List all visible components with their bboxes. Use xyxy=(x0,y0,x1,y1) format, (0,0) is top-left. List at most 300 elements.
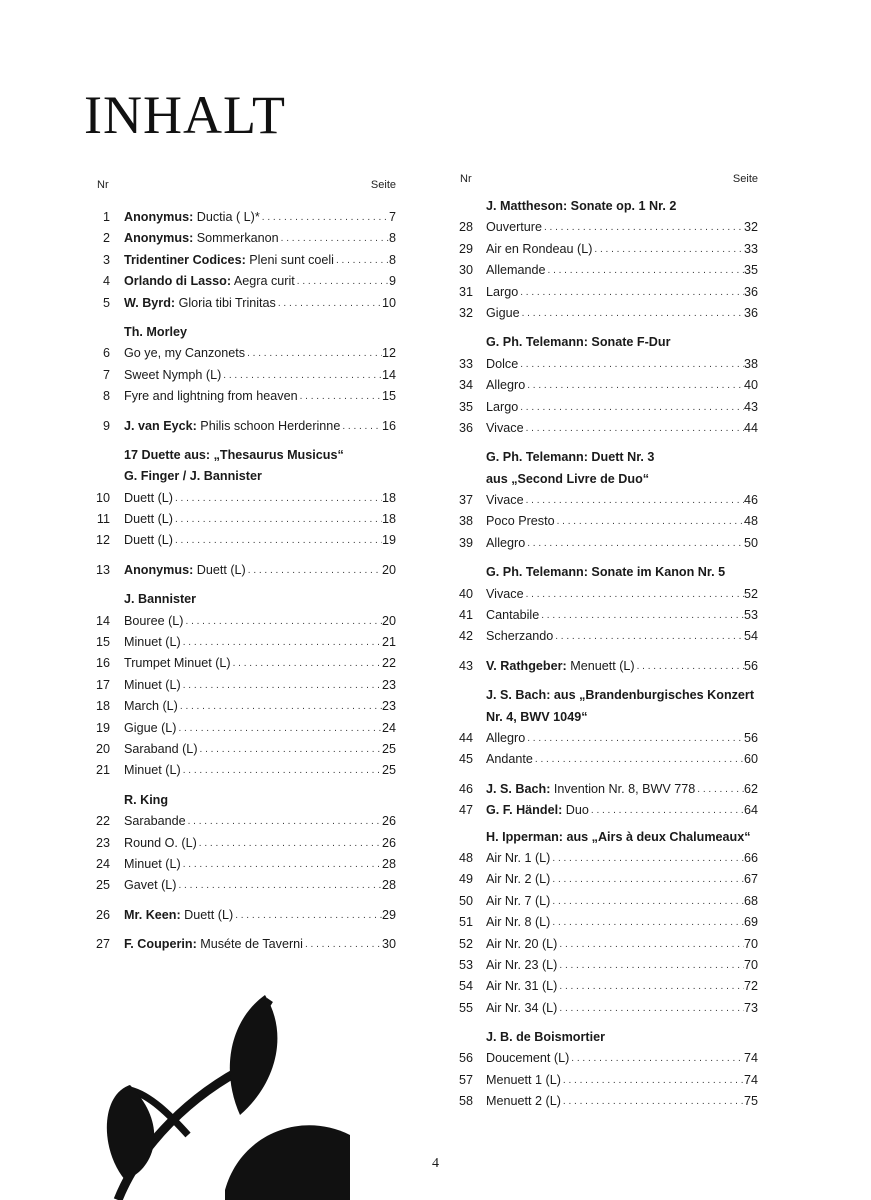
entry-title: Gloria tibi Trinitas xyxy=(175,295,276,310)
toc-entry xyxy=(90,343,396,364)
entry-title: Andante xyxy=(486,752,533,767)
entry-title: Doucement (L) xyxy=(486,1051,570,1066)
dot-leader xyxy=(177,718,382,739)
toc-entry xyxy=(455,656,758,677)
toc-entry xyxy=(90,905,396,926)
entry-number: 12 xyxy=(95,533,110,548)
dot-leader xyxy=(546,260,744,281)
entry-composer: J. van Eyck: xyxy=(124,418,197,433)
dot-leader xyxy=(181,675,382,696)
entry-page: 15 xyxy=(381,389,396,404)
dot-leader xyxy=(561,1070,744,1091)
toc-column-left xyxy=(90,175,396,956)
entry-page: 20 xyxy=(381,562,396,577)
nr-header: Nr xyxy=(97,179,109,191)
entry-page: 52 xyxy=(743,586,758,601)
toc-entry xyxy=(455,397,758,418)
entry-page: 26 xyxy=(381,835,396,850)
toc-entry xyxy=(455,779,758,800)
entry-title: Air Nr. 34 (L) xyxy=(486,1000,558,1015)
entry-title: Sweet Nymph (L) xyxy=(124,367,222,382)
toc-entry xyxy=(455,869,758,890)
toc-entry xyxy=(455,848,758,869)
toc-entry xyxy=(455,418,758,439)
entry-title: Philis schoon Herderinne xyxy=(196,418,341,433)
dot-leader xyxy=(340,416,382,437)
dot-leader xyxy=(173,509,382,530)
entry-page: 46 xyxy=(743,493,758,508)
toc-entry xyxy=(90,875,396,896)
entry-page: 70 xyxy=(743,957,758,972)
entry-number: 13 xyxy=(95,562,110,577)
entry-number: 17 xyxy=(95,677,110,692)
toc-entry xyxy=(455,533,758,554)
entry-number: 52 xyxy=(458,936,473,951)
entry-title: Vivace xyxy=(486,493,524,508)
toc-entry xyxy=(90,611,396,632)
toc-entry xyxy=(90,509,396,530)
toc-entry xyxy=(90,934,396,955)
entry-number: 57 xyxy=(458,1072,473,1087)
entry-number: 24 xyxy=(95,856,110,871)
entry-page: 56 xyxy=(743,658,758,673)
entry-page: 64 xyxy=(743,803,758,818)
dot-leader xyxy=(635,656,744,677)
entry-title: Pleni sunt coeli xyxy=(245,252,334,267)
dot-leader xyxy=(557,976,744,997)
entry-number: 36 xyxy=(458,420,473,435)
entry-page: 21 xyxy=(381,635,396,650)
entry-title: Ductia ( L)* xyxy=(193,210,260,224)
toc-entry xyxy=(90,675,396,696)
entry-number: 14 xyxy=(95,613,110,628)
entry-page: 60 xyxy=(743,752,758,767)
entry-title: Gigue xyxy=(486,305,520,320)
entry-title: Sommerkanon xyxy=(193,231,279,246)
entry-number: 25 xyxy=(95,878,110,893)
section-heading: G. Ph. Telemann: Sonate im Kanon Nr. 5 xyxy=(486,565,726,580)
toc-entry xyxy=(455,891,758,912)
page-title: INHALT xyxy=(84,85,286,145)
entry-composer: J. S. Bach: xyxy=(486,781,551,796)
toc-entry xyxy=(455,1070,758,1091)
column-header xyxy=(90,175,396,199)
entry-number: 37 xyxy=(458,493,473,508)
entry-page: 12 xyxy=(381,346,396,361)
dot-leader xyxy=(695,779,744,800)
entry-number: 20 xyxy=(95,741,110,756)
section-heading: J. Bannister xyxy=(124,592,197,607)
dot-leader xyxy=(181,632,382,653)
entry-number: 47 xyxy=(458,803,473,818)
toc-entry xyxy=(455,998,758,1019)
dot-leader xyxy=(520,303,744,324)
seite-header: Seite xyxy=(370,179,396,191)
entry-number: 44 xyxy=(458,730,473,745)
dot-leader xyxy=(303,934,382,955)
dot-leader xyxy=(589,800,744,821)
entry-number: 30 xyxy=(458,263,473,278)
entry-number: 51 xyxy=(458,915,473,930)
section-heading: R. King xyxy=(124,792,169,807)
entry-title: Air Nr. 23 (L) xyxy=(486,957,558,972)
entry-title: Largo xyxy=(486,284,519,299)
toc-entry xyxy=(90,386,396,407)
section-heading: J. S. Bach: aus „Brandenburgisches Konzert xyxy=(486,688,755,703)
entry-number: 45 xyxy=(458,752,473,767)
toc-entry xyxy=(90,739,396,760)
toc-entry xyxy=(455,976,758,997)
dot-leader xyxy=(539,605,744,626)
entry-number: 56 xyxy=(458,1051,473,1066)
entry-title: Minuet (L) xyxy=(124,635,181,650)
entry-number: 22 xyxy=(95,814,110,829)
entry-number: 15 xyxy=(95,635,110,650)
dot-leader xyxy=(197,833,382,854)
dot-leader xyxy=(550,848,744,869)
entry-title: Go ye, my Canzonets xyxy=(124,346,246,361)
dot-leader xyxy=(173,530,382,551)
entry-page: 33 xyxy=(743,241,758,256)
entry-page: 56 xyxy=(743,730,758,745)
entry-page: 23 xyxy=(381,677,396,692)
entry-title: Round O. (L) xyxy=(124,835,197,850)
entry-title: Cantabile xyxy=(486,608,540,623)
entry-composer: V. Rathgeber: xyxy=(486,658,567,673)
entry-number: 38 xyxy=(458,514,473,529)
toc-entry xyxy=(455,375,758,396)
section-heading: G. Finger / J. Bannister xyxy=(124,469,262,484)
entry-page: 18 xyxy=(381,490,396,505)
entry-page: 40 xyxy=(743,378,758,393)
entry-title: Duett (L) xyxy=(124,490,173,505)
entry-number: 19 xyxy=(95,720,110,735)
section-heading: J. B. de Boismortier xyxy=(486,1030,605,1045)
entry-page: 9 xyxy=(388,274,396,289)
entry-title: Duo xyxy=(562,803,589,818)
entry-title: Menuett 1 (L) xyxy=(486,1072,561,1087)
dot-leader xyxy=(555,511,744,532)
dot-leader xyxy=(276,293,382,314)
toc-entry xyxy=(455,912,758,933)
entry-number: 55 xyxy=(458,1000,473,1015)
section-heading: G. Ph. Telemann: Sonate F-Dur xyxy=(486,335,671,350)
dot-leader xyxy=(525,375,744,396)
entry-title: Trumpet Minuet (L) xyxy=(124,656,231,671)
entry-number: 7 xyxy=(102,367,110,382)
entry-title: Minuet (L) xyxy=(124,856,181,871)
dot-leader xyxy=(550,869,744,890)
entry-title: Duett (L) xyxy=(124,533,173,548)
dot-leader xyxy=(518,397,744,418)
dot-leader xyxy=(298,386,382,407)
toc-entry xyxy=(455,1091,758,1112)
entry-title: Ouverture xyxy=(486,220,542,235)
entry-number: 4 xyxy=(102,274,110,289)
entry-page: 48 xyxy=(743,514,758,529)
entry-title: Air Nr. 7 (L) xyxy=(486,893,551,908)
dot-leader xyxy=(178,696,382,717)
entry-number: 21 xyxy=(95,763,110,778)
entry-page: 72 xyxy=(743,979,758,994)
dot-leader xyxy=(279,228,389,249)
dot-leader xyxy=(525,533,744,554)
dot-leader xyxy=(245,343,382,364)
dot-leader xyxy=(518,354,744,375)
dot-leader xyxy=(524,490,744,511)
entry-title: Allegro xyxy=(486,378,526,393)
toc-entry xyxy=(90,718,396,739)
toc-entry xyxy=(90,416,396,437)
entry-number: 50 xyxy=(458,893,473,908)
entry-page: 68 xyxy=(743,893,758,908)
toc-entry xyxy=(455,217,758,238)
toc-entry xyxy=(90,833,396,854)
entry-number: 54 xyxy=(458,979,473,994)
dot-leader xyxy=(557,934,744,955)
toc-entry xyxy=(90,488,396,509)
dot-leader xyxy=(181,854,382,875)
entry-title: Vivace xyxy=(486,420,524,435)
toc-entry xyxy=(90,811,396,832)
entry-number: 29 xyxy=(458,241,473,256)
entry-title: Minuet (L) xyxy=(124,677,181,692)
entry-composer: Tridentiner Codices: xyxy=(124,252,246,267)
entry-title: Allemande xyxy=(486,263,546,278)
toc-entry xyxy=(455,239,758,260)
entry-title: Aegra curit xyxy=(231,274,295,289)
dot-leader xyxy=(550,891,744,912)
dot-leader xyxy=(592,239,744,260)
dot-leader xyxy=(550,912,744,933)
toc-entry xyxy=(455,584,758,605)
dot-leader xyxy=(260,207,389,228)
entry-page: 69 xyxy=(743,915,758,930)
entry-title: Muséte de Taverni xyxy=(196,937,303,952)
entry-number: 5 xyxy=(102,295,110,310)
dot-leader xyxy=(334,250,389,271)
entry-page: 35 xyxy=(743,263,758,278)
toc-entry xyxy=(455,511,758,532)
entry-page: 19 xyxy=(381,533,396,548)
entry-page: 10 xyxy=(381,295,396,310)
entry-number: 48 xyxy=(458,850,473,865)
entry-number: 42 xyxy=(458,629,473,644)
entry-title: Invention Nr. 8, BWV 778 xyxy=(550,781,696,796)
entry-page: 29 xyxy=(381,907,396,922)
entry-title: Air Nr. 31 (L) xyxy=(486,979,558,994)
entry-page: 32 xyxy=(743,220,758,235)
seite-header: Seite xyxy=(732,173,758,185)
toc-entry xyxy=(90,696,396,717)
entry-page: 74 xyxy=(743,1051,758,1066)
entry-number: 33 xyxy=(458,356,473,371)
entry-title: Sarabande xyxy=(124,814,186,829)
entry-page: 30 xyxy=(381,937,396,952)
dot-leader xyxy=(181,760,382,781)
entry-number: 23 xyxy=(95,835,110,850)
entry-page: 28 xyxy=(381,878,396,893)
toc-entry xyxy=(90,271,396,292)
toc-entry xyxy=(90,293,396,314)
entry-composer: W. Byrd: xyxy=(124,295,176,310)
entry-page: 44 xyxy=(743,420,758,435)
toc-entry xyxy=(90,760,396,781)
toc-entry xyxy=(90,530,396,551)
dot-leader xyxy=(198,739,382,760)
entry-title: Allegro xyxy=(486,535,526,550)
entry-composer: Anonymus: xyxy=(124,562,194,577)
entry-number: 53 xyxy=(458,957,473,972)
page-number: 4 xyxy=(432,1156,439,1171)
entry-page: 25 xyxy=(381,741,396,756)
entry-title: Menuett 2 (L) xyxy=(486,1094,561,1109)
entry-title: March (L) xyxy=(124,699,178,714)
section-heading: G. Ph. Telemann: Duett Nr. 3 xyxy=(486,450,655,465)
entry-page: 36 xyxy=(743,305,758,320)
entry-number: 43 xyxy=(458,658,473,673)
entry-number: 31 xyxy=(458,284,473,299)
dot-leader xyxy=(231,653,382,674)
entry-number: 35 xyxy=(458,399,473,414)
entry-title: Allegro xyxy=(486,730,526,745)
entry-composer: F. Couperin: xyxy=(124,937,197,952)
entry-page: 75 xyxy=(743,1094,758,1109)
dot-leader xyxy=(561,1091,744,1112)
dot-leader xyxy=(221,365,382,386)
entry-number: 58 xyxy=(458,1094,473,1109)
entry-page: 74 xyxy=(743,1072,758,1087)
dot-leader xyxy=(177,875,382,896)
dot-leader xyxy=(525,728,744,749)
toc-column-right xyxy=(455,172,758,1113)
entry-page: 22 xyxy=(381,656,396,671)
entry-title: Air Nr. 8 (L) xyxy=(486,915,551,930)
section-heading: Th. Morley xyxy=(124,324,187,339)
dot-leader xyxy=(557,955,744,976)
dot-leader xyxy=(246,560,382,581)
entry-number: 6 xyxy=(102,346,110,361)
dot-leader xyxy=(184,611,382,632)
toc-entry xyxy=(90,632,396,653)
toc-entry xyxy=(455,605,758,626)
dot-leader xyxy=(233,905,382,926)
entry-title: Dolce xyxy=(486,356,519,371)
entry-title: Air en Rondeau (L) xyxy=(486,241,593,256)
toc-entry xyxy=(455,1048,758,1069)
entry-page: 43 xyxy=(743,399,758,414)
entry-number: 3 xyxy=(102,252,110,267)
toc-entry xyxy=(455,354,758,375)
dot-leader xyxy=(186,811,382,832)
entry-page: 8 xyxy=(388,231,396,246)
nr-header: Nr xyxy=(460,173,472,185)
entry-page: 54 xyxy=(743,629,758,644)
entry-title: Duett (L) xyxy=(193,562,246,577)
dot-leader xyxy=(173,488,382,509)
toc-entry xyxy=(455,728,758,749)
entry-number: 16 xyxy=(95,656,110,671)
entry-title: Menuett (L) xyxy=(566,658,635,673)
entry-page: 20 xyxy=(381,613,396,628)
entry-title: Air Nr. 20 (L) xyxy=(486,936,558,951)
dot-leader xyxy=(524,584,744,605)
entry-title: Air Nr. 2 (L) xyxy=(486,872,551,887)
entry-page: 66 xyxy=(743,850,758,865)
entry-title: Duett (L) xyxy=(124,512,173,527)
dot-leader xyxy=(553,626,744,647)
entry-title: Minuet (L) xyxy=(124,763,181,778)
entry-title: Largo xyxy=(486,399,519,414)
entry-page: 28 xyxy=(381,856,396,871)
entry-composer: Mr. Keen: xyxy=(124,907,181,922)
toc-entry xyxy=(455,800,758,821)
entry-title: Duett (L) xyxy=(180,907,234,922)
dot-leader xyxy=(557,998,744,1019)
entry-composer: Anonymus: xyxy=(124,231,194,246)
toc-entry xyxy=(455,934,758,955)
entry-page: 67 xyxy=(743,872,758,887)
entry-page: 73 xyxy=(743,1000,758,1015)
entry-page: 26 xyxy=(381,814,396,829)
toc-entry xyxy=(455,626,758,647)
entry-title: Gavet (L) xyxy=(124,878,177,893)
section-heading: Nr. 4, BWV 1049“ xyxy=(486,709,588,724)
section-heading: 17 Duette aus: „Thesaurus Musicus“ xyxy=(124,447,344,462)
entry-page: 36 xyxy=(743,284,758,299)
entry-page: 7 xyxy=(388,210,396,224)
entry-number: 27 xyxy=(95,937,110,952)
entry-title: Air Nr. 1 (L) xyxy=(486,850,551,865)
entry-number: 46 xyxy=(458,781,473,796)
entry-title: Vivace xyxy=(486,586,524,601)
entry-title: Gigue (L) xyxy=(124,720,177,735)
entry-number: 11 xyxy=(96,512,110,527)
toc-entry xyxy=(90,228,396,249)
entry-page: 18 xyxy=(381,512,396,527)
toc-entry xyxy=(455,490,758,511)
entry-number: 9 xyxy=(102,418,110,433)
entry-page: 24 xyxy=(381,720,396,735)
entry-composer: Orlando di Lasso: xyxy=(124,274,232,289)
entry-title: Saraband (L) xyxy=(124,741,198,756)
entry-number: 8 xyxy=(102,389,110,404)
entry-composer: G. F. Händel: xyxy=(486,803,563,818)
dot-leader xyxy=(569,1048,744,1069)
toc-entry xyxy=(90,653,396,674)
entry-number: 28 xyxy=(458,220,473,235)
entry-page: 14 xyxy=(381,367,396,382)
entry-page: 70 xyxy=(743,936,758,951)
section-heading: aus „Second Livre de Duo“ xyxy=(486,471,650,486)
toc-entry xyxy=(455,955,758,976)
entry-page: 50 xyxy=(743,535,758,550)
dot-leader xyxy=(518,282,744,303)
entry-title: Fyre and lightning from heaven xyxy=(124,389,298,404)
entry-title: Scherzando xyxy=(486,629,554,644)
entry-number: 1 xyxy=(102,210,110,224)
entry-number: 34 xyxy=(458,378,473,393)
entry-page: 23 xyxy=(381,699,396,714)
entry-number: 41 xyxy=(458,608,473,623)
section-heading: J. Mattheson: Sonate op. 1 Nr. 2 xyxy=(486,199,677,213)
dot-leader xyxy=(295,271,389,292)
dot-leader xyxy=(524,418,744,439)
column-header xyxy=(455,172,758,196)
entry-page: 8 xyxy=(388,252,396,267)
entry-title: Poco Presto xyxy=(486,514,555,529)
entry-page: 53 xyxy=(743,608,758,623)
